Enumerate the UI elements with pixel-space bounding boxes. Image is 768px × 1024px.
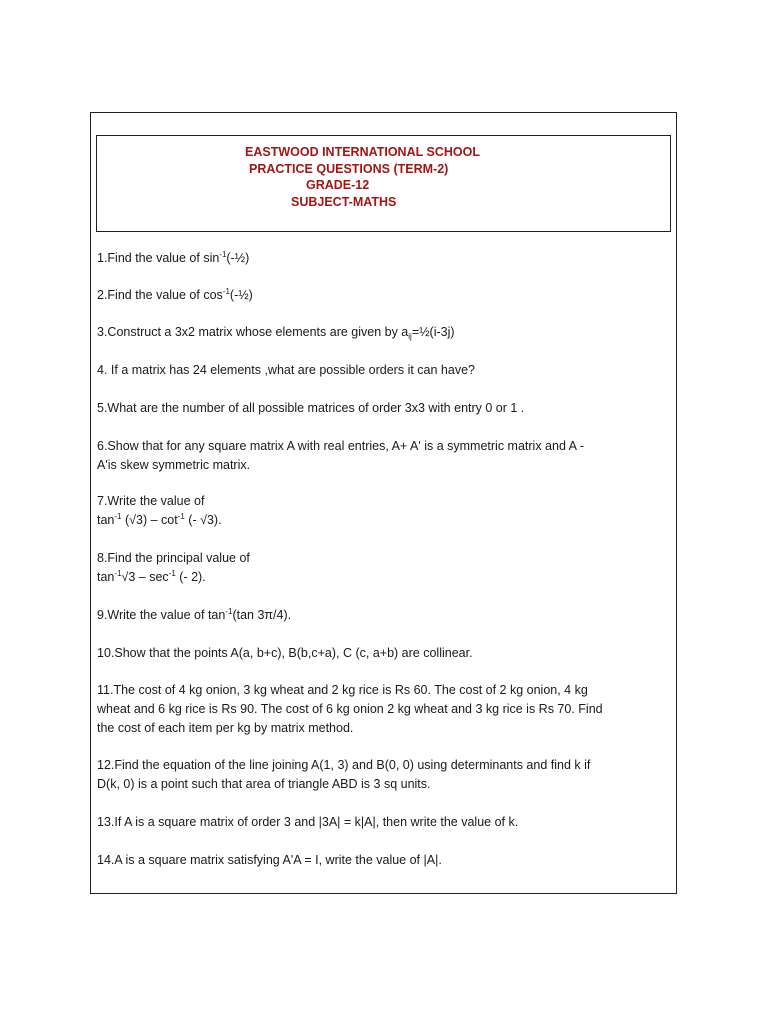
question-14: 14.A is a square matrix satisfying A'A = I, write the value of |A|. bbox=[97, 853, 442, 867]
question-1: 1.Find the value of $\sin^{-1}(-\frac{1}{2})$ bbox=[97, 250, 250, 265]
question-9: 9.Write the value of $\tan^{-1}(\tan$ 3π/4). bbox=[97, 607, 292, 622]
question-8: 8.Find the principal value of $\tan^{-1}√3 - \sec^{-1}$ (- 2). bbox=[97, 551, 250, 584]
question-13: 13.If A is a square matrix of order 3 and |3A| = k|A|, then write the value of k. bbox=[97, 815, 519, 829]
question-10: 10.Show that the points A(a, b+c), B(b,c+a), C (c, a+b) are collinear. bbox=[97, 646, 473, 660]
question-5: 5.What are the number of all possible matrices of order 3x3 with entry 0 or 1 . bbox=[97, 401, 525, 415]
question-3: 3.Construct a 3x2 matrix whose elements are given by $a_{ij}=\frac{1}{2}(i-3j)$ bbox=[97, 325, 455, 341]
question-7: 7.Write the value of $\tan^{-1} (√3) - \cot^{-1}$ (- √3). bbox=[97, 494, 222, 527]
question-4: 4. If a matrix has 24 elements ,what are possible orders it can have? bbox=[97, 363, 475, 377]
grade-label: GRADE-12 bbox=[306, 178, 370, 192]
subject-label: SUBJECT-MATHS bbox=[291, 195, 397, 209]
question-12: 12.Find the equation of the line joining A(1, 3) and B(0, 0) using determinants and find k if D(k, 0) is a point such that area of triangle ABD is 3 sq units. bbox=[97, 758, 591, 791]
question-6: 6.Show that for any square matrix A with real entries, A+ A' is a symmetric matrix and A - A'is skew symmetric matrix. bbox=[97, 439, 584, 472]
question-11: 11.The cost of 4 kg onion, 3 kg wheat and 2 kg rice is Rs 60. The cost of 2 kg onion, 4 kg wheat and 6 kg rice is Rs 90. The cost of 6 kg onion 2 kg wheat and 3 kg rice is Rs 70. Find the cost of each item per kg by matrix method. bbox=[97, 683, 603, 735]
question-2: 2.Find the value of $\cos^{-1}(-\frac{1}{2})$ bbox=[97, 287, 253, 302]
school-name: EASTWOOD INTERNATIONAL SCHOOL bbox=[245, 145, 480, 159]
document-title: PRACTICE QUESTIONS (TERM-2) bbox=[249, 162, 449, 176]
